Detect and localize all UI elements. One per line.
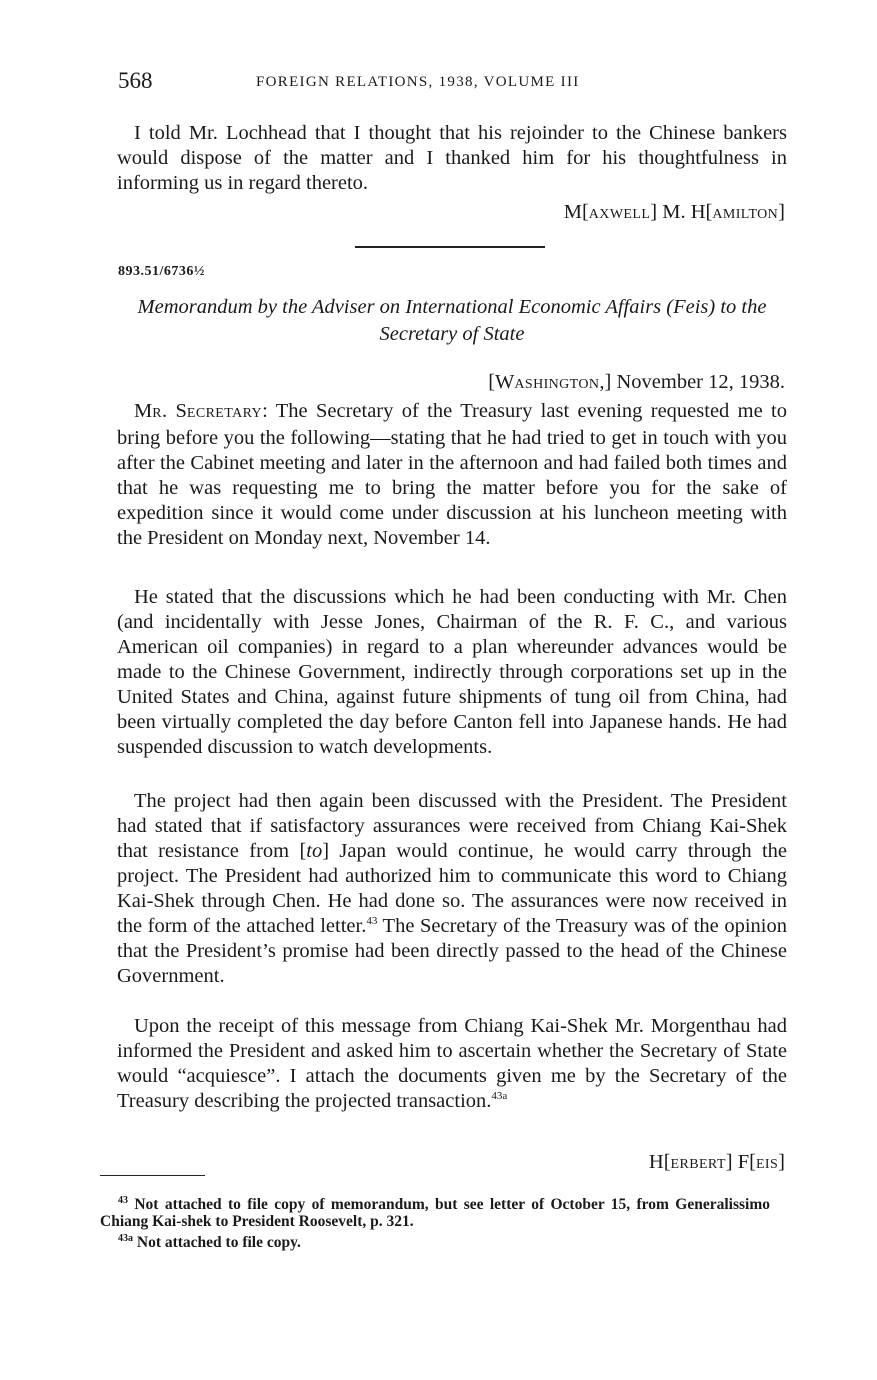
footnotes [100,1192,770,1251]
memo-title: Memorandum by the Adviser on International Economic Affairs (Feis) to the Secretary of State [137,296,767,345]
footnote-43a: $^{43a}$ Not attached to file copy. [118,1233,301,1252]
running-head: FOREIGN RELATIONS, 1938, VOLUME III [256,74,580,90]
signature-feis: H[ERBERT] F[EIS] [648,1151,785,1173]
footnote-ref-43: 43 [366,915,378,928]
signature-hamilton: M[AXWELL] M. H[AMILTON] [563,201,785,223]
paragraph-discussions: He stated that the discussions which he had been conducting with Mr. Chen (and incidentally with Jesse Jones, Chairman of the R. F. C., and various American oil companies) in regard to a plan whereunder advances would be made to the Chinese Government, indirectly through corporations set up in the United States and China, against future shipments of tung oil from China, had been virtually completed the day before Canton fell into Japanese hands. He had suspended discussion to watch developments. [117,586,787,758]
dateline: [WASHINGTON,] November 12, 1938. [488,371,785,393]
paragraph-project: The project had then again been discussed with the President. The President had stated that if satisfactory assurances were received from Chiang Kai-Shek that resistance from [to] Japan would continue, he would carry through the project. The President had authorized him to communicate this word to Chiang Kai-Shek through Chen. He had done so. The assurances were now received in the form of the attached letter.$^{43}$ The Secretary of the Treasury was of the opinion that the President’s promise had been directly passed to the head of the Chinese Government. [117,790,788,987]
paragraph-salutation: MR. SECRETARY: The Secretary of the Treasury last evening requested me to bring before you the following—stating that he had tried to get in touch with you after the Cabinet meeting and later in the afternoon and had failed both times and that he was requesting me to bring the matter before you for the sake of expedition since it would come under discussion at his luncheon meeting with the President on Monday next, November 14. [117,400,787,549]
intro-paragraph: I told Mr. Lochhead that I thought that his rejoinder to the Chinese bankers would dispose of the matter and I thanked him for his thoughtfulness in informing us in regard thereto. [117,122,787,194]
footnote-ref-43a: 43a [491,1090,508,1103]
footnote-43: $^{43}$ Not attached to file copy of memorandum, but see letter of October 15, from Generalissimo Chiang Kai-shek to President Roosevelt, p. 321. [100,1195,770,1231]
footnote-divider [100,1175,205,1176]
salutation: MR. SECRETARY: [134,400,268,422]
section-divider [355,246,545,248]
page-number: 568 [118,68,153,93]
file-number: 893.51/6736½ [118,264,205,279]
page-header [118,68,658,96]
paragraph-receipt: Upon the receipt of this message from Chiang Kai-Shek Mr. Morgenthau had informed the President and asked him to ascertain whether the Secretary of State would “acquiesce”. I attach the documents given me by the Secretary of the Treasury describing the projected transaction.$^{43a}$ [117,1015,787,1112]
